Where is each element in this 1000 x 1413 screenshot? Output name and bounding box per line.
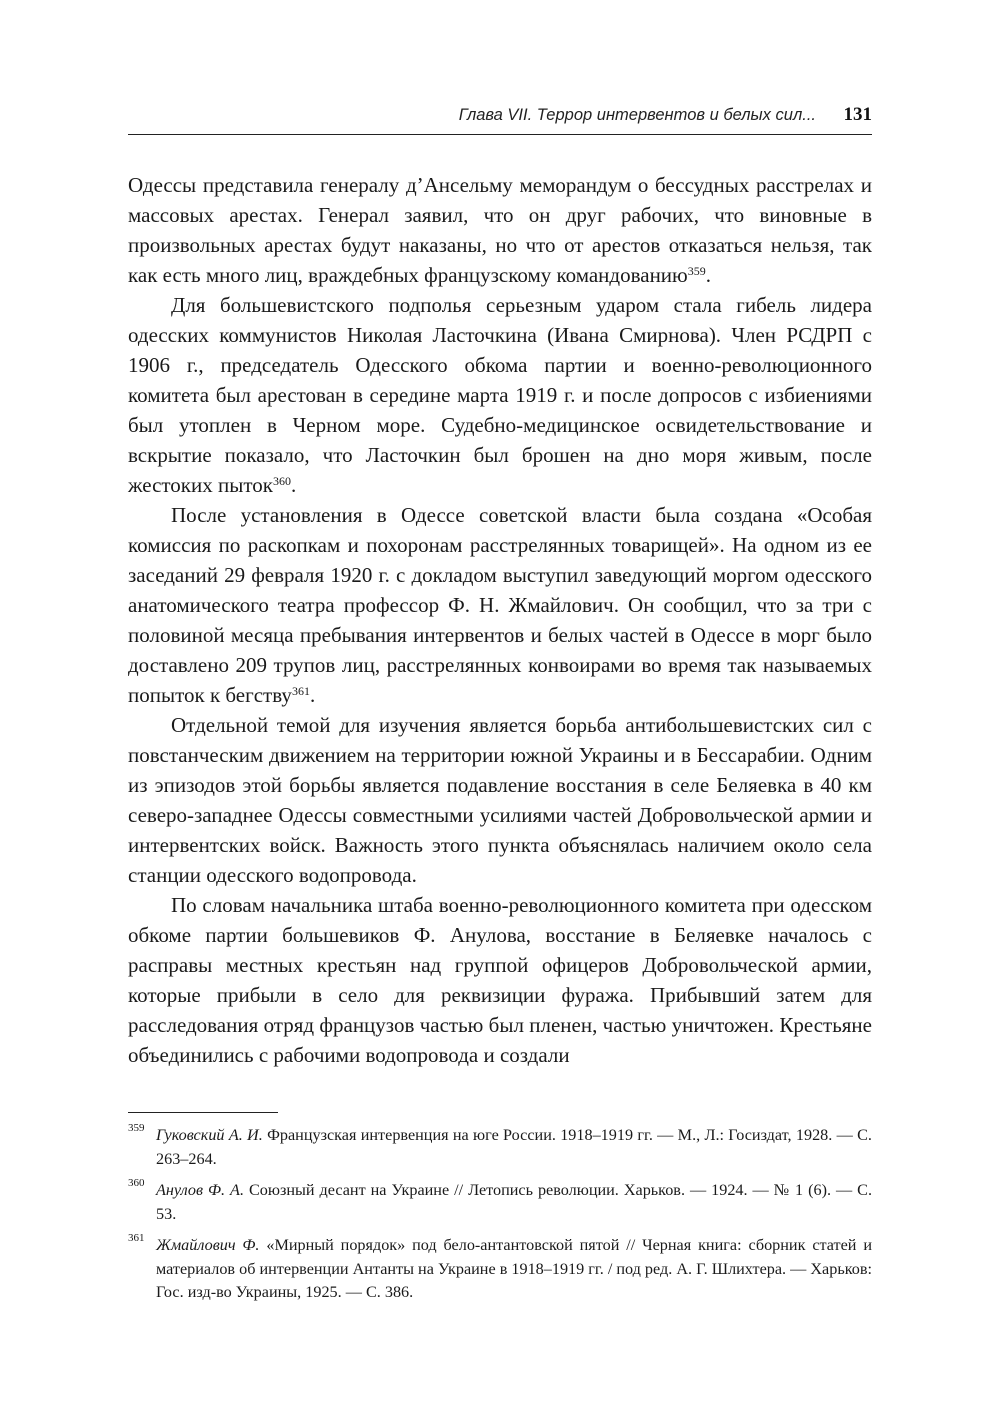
footnote-author: Гуковский А. И. bbox=[156, 1126, 263, 1144]
footnote-author: Жмайлович Ф. bbox=[156, 1236, 260, 1254]
paragraph-text: Для большевистского подполья серьезным ударом стала гибель лидера одесских коммунистов Николая Ласточкина (Ивана Смирнова). Член РСДРП с 1906 г., председатель Одесского обкома партии и военно-революционного комитета был арестован в середине марта 1919 г. и после допросов с избиениями был утоплен в Черном море. Судебно-медицинское освидетельствование и вскрытие показало, что Ласточкин был брошен на дно моря живым, после жестоких пыток bbox=[128, 293, 872, 497]
footnote-number: 360 bbox=[128, 1177, 145, 1189]
footnote-divider bbox=[128, 1112, 278, 1113]
footnote-author: Анулов Ф. А. bbox=[156, 1181, 244, 1199]
paragraph-text: По словам начальника штаба военно-революционного комитета при одесском обкоме партии большевиков Ф. Анулова, восстание в Беляевке началось с расправы местных крестьян над группой офицеров Добровольческой армии, которые прибыли в село для реквизиции фуража. Прибывший затем для расследования отряд французов частью был пленен, частью уничтожен. Крестьяне объединились с рабочими водопровода и создали bbox=[128, 893, 872, 1067]
running-header bbox=[128, 100, 872, 135]
footnotes bbox=[128, 1124, 872, 1313]
paragraph bbox=[128, 890, 872, 1070]
paragraph-text: После установления в Одессе советской власти была создана «Особая комиссия по раскопкам и похоронам расстрелянных товарищей». На одном из ее заседаний 29 февраля 1920 г. с докладом выступил заведующий моргом одесского анатомического театра профессор Ф. Н. Жмайлович. Он сообщил, что за три с половиной месяца пребывания интервентов и белых частей в Одессе в морг было доставлено 209 трупов лиц, расстрелянных конвоирами во время так называемых попыток к бегству bbox=[128, 503, 872, 707]
footnote-ref: 359 bbox=[687, 264, 706, 278]
paragraph: Одессы представила генералу д’Ансельму меморандум о бессудных расстрелах и массовых арестах. Генерал заявил, что он друг рабочих, что виновные в произвольных арестах будут наказаны, но что от арестов отказаться нельзя, так как есть много лиц, враждебных французскому командованию$^{359}$. bbox=[128, 173, 872, 287]
paragraph: Для большевистского подполья серьезным ударом стала гибель лидера одесских коммунистов Николая Ласточкина (Ивана Смирнова). Член РСДРП с 1906 г., председатель Одесского обкома партии и военно-революционного комитета был арестован в середине марта 1919 г. и после допросов с избиениями был утоплен в Черном море. Судебно-медицинское освидетельствование и вскрытие показало, что Ласточкин был брошен на дно моря живым, после жестоких пыток$^{360}$. bbox=[128, 293, 872, 497]
paragraph-text: Одессы представила генералу д’Ансельму меморандум о бессудных расстрелах и массовых арестах. Генерал заявил, что он друг рабочих, что виновные в произвольных арестах будут наказаны, но что от арестов отказаться нельзя, так как есть много лиц, враждебных французскому командованию bbox=[128, 173, 872, 287]
paragraph-text: Отдельной темой для изучения является борьба антибольшевистских сил с повстанческим движением на территории южной Украины и в Бессарабии. Одним из эпизодов этой борьбы является подавление восстания в селе Беляевка в 40 км северо-западнее Одессы совместными усилиями частей Добровольческой армии и интервентских войск. Важность этого пункта объяснялась наличием около села станции одесского водопровода. bbox=[128, 713, 872, 887]
footnote-text bbox=[156, 1179, 872, 1226]
footnote-citation: «Мирный порядок» под бело-антантовской пятой // Черная книга: сборник статей и материалов об интервенции Антанты на Украине в 1918–1919 гг. / под ред. А. Г. Шлихтера. — Харьков: Гос. изд-во Украины, 1925. — С. 386. bbox=[156, 1236, 873, 1301]
footnote bbox=[128, 1124, 872, 1171]
body-text bbox=[128, 170, 872, 1070]
footnote bbox=[128, 1234, 872, 1305]
footnote-ref: 360 bbox=[272, 474, 291, 488]
paragraph: После установления в Одессе советской власти была создана «Особая комиссия по раскопкам и похоронам расстрелянных товарищей». На одном из ее заседаний 29 февраля 1920 г. с докладом выступил заведующий моргом одесского анатомического театра профессор Ф. Н. Жмайлович. Он сообщил, что за три с половиной месяца пребывания интервентов и белых частей в Одессе в морг было доставлено 209 трупов лиц, расстрелянных конвоирами во время так называемых попыток к бегству$^{361}$. bbox=[128, 503, 872, 707]
footnote bbox=[128, 1179, 872, 1226]
paragraph bbox=[128, 710, 872, 890]
chapter-title: Глава VII. Террор интервентов и белых сил... bbox=[458, 106, 816, 124]
footnote-number: 359 bbox=[128, 1122, 145, 1134]
footnote-citation: Французская интервенция на юге России. 1918–1919 гг. — М., Л.: Госиздат, 1928. — С. 263–264. bbox=[156, 1126, 872, 1168]
footnote-number: 361 bbox=[128, 1232, 145, 1244]
footnote-text bbox=[156, 1124, 872, 1171]
footnote-citation: Союзный десант на Украине // Летопись революции. Харьков. — 1924. — № 1 (6). — С. 53. bbox=[156, 1181, 872, 1223]
footnote-text bbox=[156, 1234, 872, 1305]
footnote-ref: 361 bbox=[291, 684, 310, 698]
page-number: 131 bbox=[843, 104, 872, 125]
